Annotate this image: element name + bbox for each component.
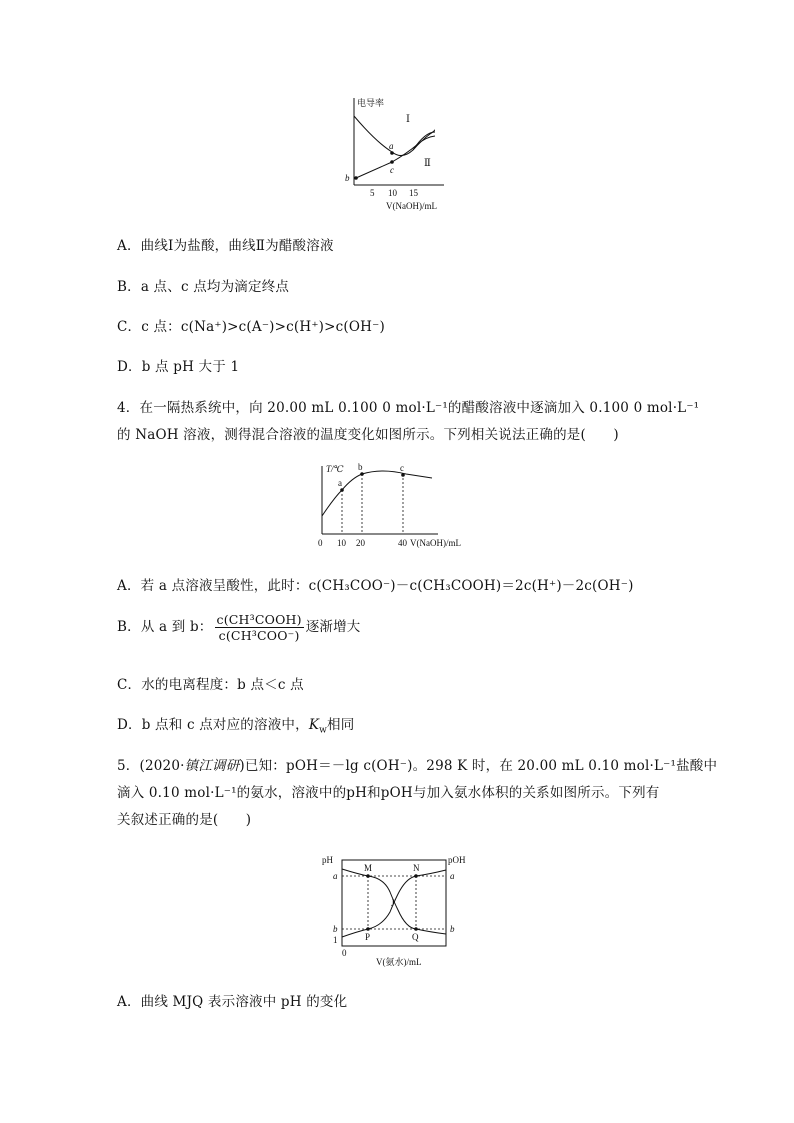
figure-temperature	[312, 460, 488, 556]
point-P-marker	[366, 927, 370, 931]
point-a-label: a	[338, 478, 342, 488]
x-axis-label: V(氨水)/mL	[376, 957, 422, 967]
y-axis-label: 电导率	[357, 98, 385, 108]
tick-40: 40	[398, 538, 407, 548]
point-c-label: c	[390, 165, 394, 175]
q3-option-b: B．a 点、c 点均为滴定终点	[117, 279, 290, 295]
point-N-label: N	[413, 863, 420, 873]
point-a-marker	[390, 151, 394, 155]
q4-option-b	[117, 612, 361, 643]
fraction-denominator: c(CH³COO⁻)	[218, 628, 300, 643]
point-a-marker	[340, 488, 344, 492]
point-J-label: J	[391, 898, 395, 908]
q4-stem-line1: 4．在一隔热系统中，向 20.00 mL 0.100 0 mol·L⁻¹的醋酸溶液中逐滴加入 0.100 0 mol·L⁻¹	[117, 400, 700, 416]
tick-20: 20	[356, 538, 365, 548]
q4-option-d-prefix: D．b 点和 c 点对应的溶液中，	[117, 717, 309, 733]
point-b-label: b	[345, 173, 350, 183]
point-b-marker	[354, 176, 358, 180]
kw-symbol: K	[308, 717, 320, 733]
left-a-label: a	[333, 871, 338, 881]
curve-I-label: Ⅰ	[406, 114, 410, 125]
q4-option-d	[117, 713, 354, 736]
tick-10: 10	[337, 538, 346, 548]
y-axis-right-label: pOH	[448, 855, 466, 865]
q4-option-b-fraction	[215, 612, 304, 643]
left-b-label: b	[333, 924, 338, 934]
q5-stem-line2: 滴入 0.10 mol·L⁻¹的氨水，溶液中的pH和pOH与加入氨水体积的关系如图所示。下列有	[117, 785, 660, 801]
q4-stem-line2: 的 NaOH 溶液，测得混合溶液的温度变化如图所示。下列相关说法正确的是( )	[117, 427, 619, 443]
point-b-marker	[360, 472, 364, 476]
y-axis-left-label: pH	[322, 855, 333, 865]
point-Q-marker	[414, 927, 418, 931]
point-c-marker	[390, 160, 394, 164]
q5-source: 镇江调研	[184, 758, 240, 774]
x-axis-label: V(NaOH)/mL	[410, 538, 461, 548]
y-axis-label: T/℃	[326, 464, 344, 474]
fraction-numerator: c(CH³COOH)	[216, 612, 302, 627]
q5-stem-rest: )已知：pOH＝－lg c(OH⁻)。298 K 时，在 20.00 mL 0.10 mol·L⁻¹盐酸中	[239, 758, 718, 774]
tick-0: 0	[318, 538, 323, 548]
q4-option-b-prefix: B．从 a 到 b：	[117, 619, 213, 635]
x-axis-label: V(NaOH)/mL	[386, 201, 437, 211]
q5-stem-prefix: 5．(2020·	[117, 758, 185, 774]
point-P-label: P	[365, 932, 371, 942]
point-a-label: a	[389, 141, 394, 151]
right-a-label: a	[450, 871, 455, 881]
point-b-label: b	[358, 462, 363, 472]
point-N-marker	[414, 874, 418, 878]
q4-option-b-suffix: 逐渐增大	[305, 619, 361, 635]
point-c-marker	[401, 473, 405, 477]
point-Q-label: Q	[412, 932, 419, 942]
q5-option-a: A．曲线 MJQ 表示溶液中 pH 的变化	[117, 994, 348, 1010]
q4-option-a: A．若 a 点溶液呈酸性，此时：c(CH₃COO⁻)－c(CH₃COOH)＝2c(H⁺)－2c(OH⁻)	[117, 578, 634, 594]
q5-stem-line1	[117, 754, 717, 774]
right-b-label: b	[450, 924, 455, 934]
curve-I	[354, 116, 435, 156]
q3-option-c: C．c 点：c(Na⁺)>c(A⁻)>c(H⁺)>c(OH⁻)	[117, 319, 385, 335]
curve-II-label: Ⅱ	[424, 158, 431, 169]
q4-option-d-suffix: 相同	[327, 717, 355, 733]
kw-subscript: w	[319, 725, 328, 736]
point-M-marker	[366, 874, 370, 878]
curve-II	[356, 136, 435, 178]
q3-option-a: A．曲线Ⅰ为盐酸，曲线Ⅱ为醋酸溶液	[117, 238, 334, 254]
curve-I-top	[413, 132, 435, 150]
tick-10: 10	[388, 188, 397, 198]
q5-stem-line3: 关叙述正确的是( )	[117, 812, 252, 828]
tick-15: 15	[409, 188, 418, 198]
point-M-label: M	[364, 863, 373, 873]
figure-conductivity	[340, 92, 460, 214]
q4-option-c: C．水的电离程度：b 点＜c 点	[117, 677, 304, 693]
q3-option-d: D．b 点 pH 大于 1	[117, 359, 240, 375]
origin-label: 0	[342, 948, 347, 958]
tick-5: 5	[370, 188, 375, 198]
point-c-label: c	[400, 463, 404, 473]
figure-ph-poh	[318, 852, 470, 970]
left-1-label: 1	[333, 935, 338, 945]
